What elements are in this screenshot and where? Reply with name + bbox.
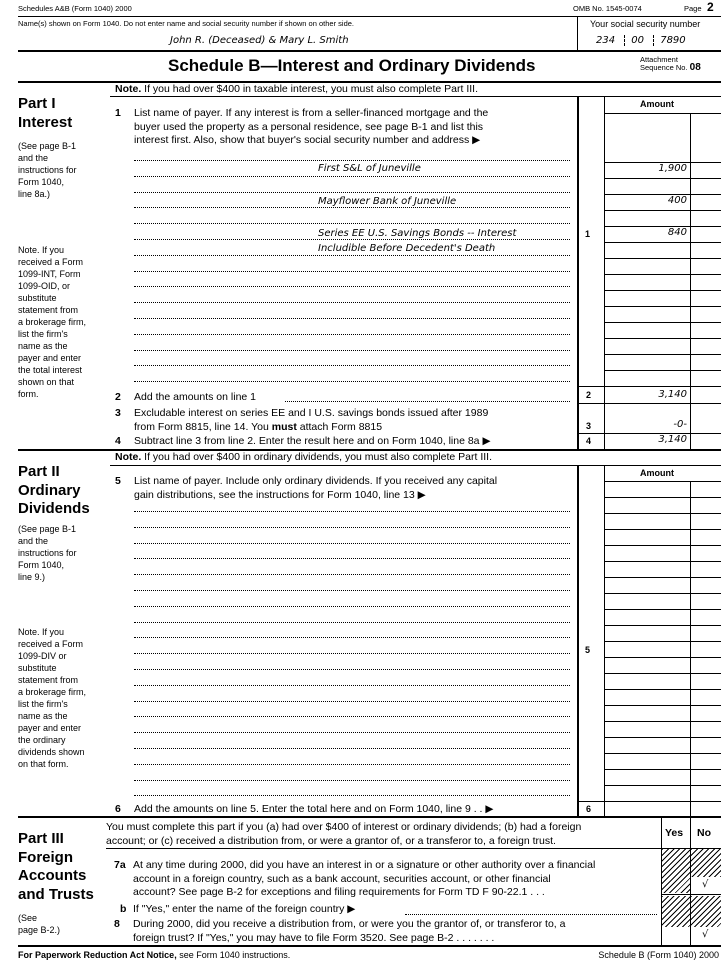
payer-entry-line[interactable] [134, 302, 570, 303]
payer-entry-line[interactable] [134, 334, 570, 335]
amount-row-line [604, 290, 721, 291]
line1-number: 1 [115, 107, 121, 119]
side-note-line: list the firm's [18, 329, 68, 339]
form-id: Schedules A&B (Form 1040) 2000 [18, 4, 132, 13]
line2-text: Add the amounts on line 1 [134, 391, 257, 403]
part1-side-note-2 [18, 244, 86, 400]
q8-no-checkbox[interactable]: √ [702, 929, 709, 940]
payer-entry-line[interactable] [134, 748, 570, 749]
page-label: Page [684, 4, 702, 13]
side-note-line: and the [18, 153, 49, 163]
amount-row-line [604, 226, 721, 227]
q7a-no-checkbox[interactable]: √ [702, 879, 709, 890]
amount-row-line [604, 513, 721, 514]
amount-row-line [604, 593, 721, 594]
q8-text: During 2000, did you receive a distribution from, or were you the grantor of, or transferor to, a foreign trust? If "Yes," you may have to file Form 3520. See page B-2 . . . . . . . [133, 918, 566, 944]
amount-row-line [604, 769, 721, 770]
payer-entry-line[interactable] [134, 176, 570, 177]
hatched-box [691, 849, 721, 877]
taxpayer-name: John R. (Deceased) & Mary L. Smith [170, 35, 349, 46]
attachment-label: Attachment [640, 55, 678, 64]
payer-entry-line[interactable] [134, 527, 570, 528]
name-label: Name(s) shown on Form 1040. Do not enter name and social security number if shown on other side. [18, 19, 354, 28]
side-note-line: received a Form [18, 639, 84, 649]
payer-entry-line[interactable] [134, 239, 570, 240]
amount-header: Amount [640, 468, 674, 478]
q7b-number: b [120, 903, 127, 915]
side-note-line: the total interest [18, 365, 83, 375]
attachment-sequence [640, 56, 701, 72]
line4-box-number: 4 [586, 436, 592, 446]
line2-box-number: 2 [586, 390, 592, 400]
line4-number: 4 [115, 435, 121, 447]
side-note-line: a brokerage firm, [18, 687, 87, 697]
side-note-line: (See page B-1 [18, 141, 77, 151]
side-note-line: name as the [18, 711, 68, 721]
side-note-line: (See page B-1 [18, 524, 77, 534]
side-note-line: Form 1040, [18, 177, 65, 187]
side-note-line: payer and enter [18, 353, 82, 363]
amount-row-line [604, 274, 721, 275]
page-number: 2 [707, 0, 714, 14]
line5-number: 5 [115, 475, 121, 487]
side-note-line: shown on that [18, 377, 75, 387]
payer-entry-line[interactable] [134, 255, 570, 256]
part3-title: Part III Foreign Accounts and Trusts [18, 830, 94, 903]
side-note-line: payer and enter [18, 723, 82, 733]
ssn-part-2: 00 [631, 35, 645, 46]
yes-column-header: Yes [665, 827, 684, 839]
side-note-line: substitute [18, 293, 57, 303]
payer-name-cont: Includible Before Decedent's Death [318, 243, 496, 254]
line2-number: 2 [115, 391, 121, 403]
amount-row-line [604, 753, 721, 754]
payer-entry-line[interactable] [134, 318, 570, 319]
amount-row-line [604, 705, 721, 706]
payer-entry-line[interactable] [134, 160, 570, 161]
payer-entry-line[interactable] [134, 622, 570, 623]
part3-side-note: (See page B-2.) [18, 913, 61, 935]
hatched-box [691, 896, 721, 927]
amount-row-line [604, 689, 721, 690]
line5-text: List name of payer. Include only ordinary dividends. If you received any capital gain distributions, see the instructions for Form 1040, line 13 ▶ [134, 475, 498, 501]
amount-row-line [604, 625, 721, 626]
payer-entry-line[interactable] [134, 365, 570, 366]
amount-row-line [604, 258, 721, 259]
side-note-line: line 8a.) [18, 189, 51, 199]
side-note-line: form. [18, 389, 39, 399]
ssn-value [596, 35, 716, 46]
side-note-line: line 9.) [18, 572, 46, 582]
payer-entry-line[interactable] [134, 574, 570, 575]
line1-text: List name of payer. If any interest is from a seller-financed mortgage and the buyer used the property as a personal residence, see page B-1 and list this interest first. Also, show that buyer's social security number and address ▶ [134, 107, 489, 146]
line1-box-number: 1 [585, 229, 591, 239]
side-note-line: a brokerage firm, [18, 317, 87, 327]
side-note-line: Note. If you [18, 245, 65, 255]
side-note-line: 1099-DIV or [18, 651, 67, 661]
page-title: Schedule B—Interest and Ordinary Dividends [168, 56, 536, 75]
amount-row-line [604, 242, 721, 243]
payer-entry-line[interactable] [134, 764, 570, 765]
line3-amount: -0- [673, 419, 687, 430]
footer-form-id: Schedule B (Form 1040) 2000 [598, 950, 719, 960]
amount-row-line [604, 210, 721, 211]
payer-name: Series EE U.S. Savings Bonds -- Interest [318, 228, 517, 239]
part1-note: Note. If you had over $400 in taxable interest, you must also complete Part III. [115, 83, 479, 95]
part2-title: Part II Ordinary Dividends [18, 463, 90, 517]
side-note-line: Form 1040, [18, 560, 65, 570]
amount-row-line [604, 785, 721, 786]
payer-entry-line[interactable] [134, 637, 570, 638]
payer-entry-line[interactable] [134, 192, 570, 193]
side-note-line: instructions for [18, 548, 77, 558]
part1-title: Part I Interest [18, 95, 73, 131]
amount-row-line [604, 657, 721, 658]
line3-box-number: 3 [586, 421, 592, 431]
sequence-label: Sequence No. [640, 63, 688, 72]
side-note-line: list the firm's [18, 699, 68, 709]
side-note-line: and the [18, 536, 49, 546]
amount-row-line [604, 178, 721, 179]
payer-entry-line[interactable] [134, 701, 570, 702]
line4-amount: 3,140 [658, 434, 687, 445]
side-note-line: 1099-INT, Form [18, 269, 81, 279]
payer-entry-line[interactable] [134, 558, 570, 559]
amount-row-line [604, 322, 721, 323]
side-note-line: statement from [18, 675, 79, 685]
side-note-line: statement from [18, 305, 79, 315]
side-note-line: instructions for [18, 165, 77, 175]
side-note-line: on that form. [18, 759, 69, 769]
no-column-header: No [697, 827, 711, 839]
amount-row-line [604, 545, 721, 546]
q7b-text: If "Yes," enter the name of the foreign country ▶ [133, 903, 356, 915]
part2-side-note [18, 523, 77, 583]
ssn-part-3: 7890 [660, 35, 686, 46]
payer-entry-line[interactable] [134, 780, 570, 781]
payer-entry-line[interactable] [134, 207, 570, 208]
amount-row-line [604, 338, 721, 339]
payer-name: Mayflower Bank of Juneville [318, 196, 457, 207]
payer-entry-line[interactable] [134, 350, 570, 351]
hatched-box [662, 896, 690, 927]
line6-number: 6 [115, 803, 121, 815]
side-note-line: the ordinary [18, 735, 66, 745]
amount-row-line [604, 673, 721, 674]
payer-entry-line[interactable] [134, 606, 570, 607]
payer-entry-line[interactable] [134, 653, 570, 654]
part3-intro: You must complete this part if you (a) had over $400 of interest or ordinary dividends; (b) had a foreign account; or (c) received a distribution from, or were a grantor of, or a transferor to, a foreign trust. [106, 821, 582, 847]
part1-side-note [18, 140, 77, 200]
payer-amount: 400 [667, 195, 687, 206]
part2-side-note-2 [18, 626, 86, 770]
part2-note: Note. If you had over $400 in ordinary dividends, you must also complete Part III. [115, 451, 493, 463]
amount-row-line [604, 737, 721, 738]
sequence-number: 08 [689, 62, 701, 73]
payer-entry-line[interactable] [134, 669, 570, 670]
line4-text: Subtract line 3 from line 2. Enter the result here and on Form 1040, line 8a ▶ [134, 435, 491, 447]
payer-entry-line[interactable] [134, 685, 570, 686]
side-note-line: received a Form [18, 257, 84, 267]
foreign-country-input[interactable] [405, 914, 657, 915]
payer-entry-line[interactable] [134, 590, 570, 591]
payer-entry-line[interactable] [134, 795, 570, 796]
footer-notice: For Paperwork Reduction Act Notice, see Form 1040 instructions. [18, 950, 291, 960]
payer-amount: 840 [667, 227, 687, 238]
amount-row-line [604, 641, 721, 642]
line3-text: Excludable interest on series EE and I U.S. savings bonds issued after 1989 from Form 8815, line 14. You must attach Form 8815 [134, 407, 489, 433]
side-note-line: substitute [18, 663, 57, 673]
q8-number: 8 [114, 918, 120, 930]
amount-row-line [604, 561, 721, 562]
payer-entry-line[interactable] [134, 286, 570, 287]
amount-row-line [604, 354, 721, 355]
payer-entry-line[interactable] [134, 381, 570, 382]
amount-row-line [604, 529, 721, 530]
q7a-text: At any time during 2000, did you have an interest in or a signature or other authority over a financial account in a foreign country, such as a bank account, securities account, or other financial account? See page B-2 for exceptions and filing requirements for Form TD F 90-22.1 . . . [133, 859, 596, 898]
line3-number: 3 [115, 407, 121, 419]
amount-row-line [604, 609, 721, 610]
payer-entry-line[interactable] [134, 716, 570, 717]
hatched-box [662, 849, 690, 893]
payer-entry-line[interactable] [134, 271, 570, 272]
side-note-line: Note. If you [18, 627, 65, 637]
payer-entry-line[interactable] [134, 732, 570, 733]
ssn-label: Your social security number [590, 19, 701, 29]
amount-header: Amount [640, 99, 674, 109]
side-note-line: 1099-OID, or [18, 281, 71, 291]
line6-text: Add the amounts on line 5. Enter the total here and on Form 1040, line 9 . . ▶ [134, 803, 494, 815]
amount-row-line [604, 577, 721, 578]
amount-row-line [604, 370, 721, 371]
line5-box-number: 5 [585, 645, 591, 655]
amount-row-line [604, 306, 721, 307]
amount-row-line [604, 497, 721, 498]
side-note-line: dividends shown [18, 747, 85, 757]
line2-amount: 3,140 [658, 389, 687, 400]
payer-entry-line[interactable] [134, 543, 570, 544]
amount-row-line [604, 194, 721, 195]
payer-entry-line[interactable] [134, 223, 570, 224]
payer-entry-line[interactable] [134, 511, 570, 512]
omb-number: OMB No. 1545-0074 [573, 4, 642, 13]
payer-name: First S&L of Juneville [318, 163, 421, 174]
amount-row-line [604, 162, 721, 163]
side-note-line: name as the [18, 341, 68, 351]
payer-amount: 1,900 [658, 163, 687, 174]
amount-row-line [604, 721, 721, 722]
line6-box-number: 6 [586, 804, 592, 814]
q7a-number: 7a [114, 859, 126, 871]
ssn-part-1: 234 [596, 35, 616, 46]
